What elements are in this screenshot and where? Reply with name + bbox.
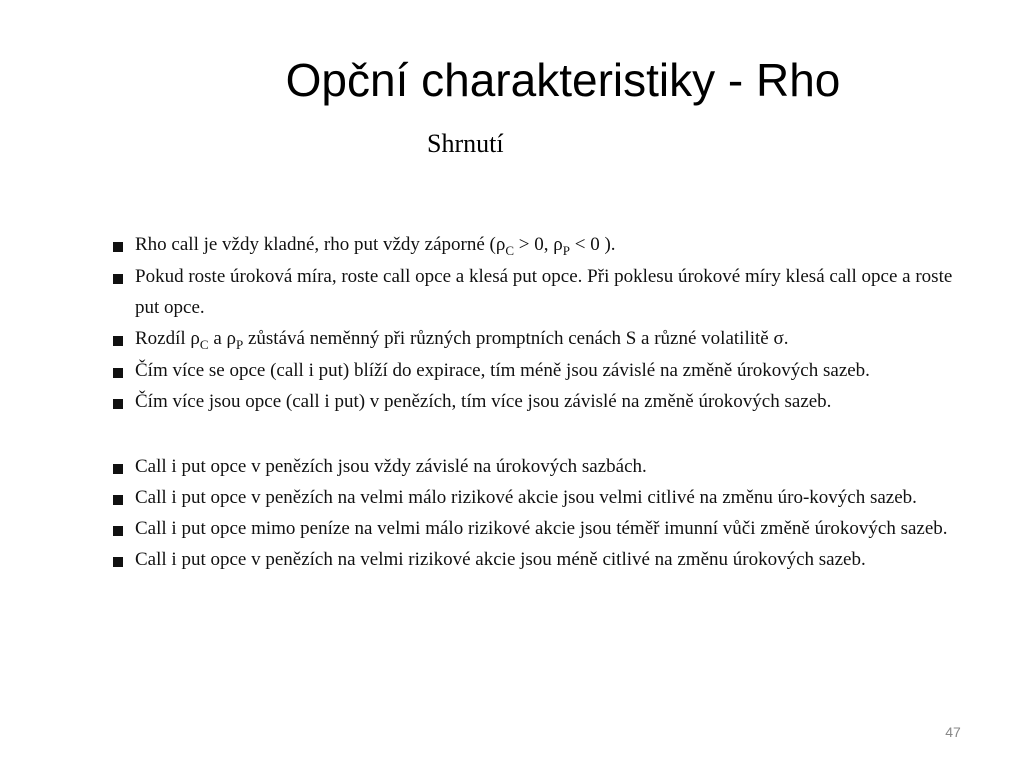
bullet-text: Rozdíl $\rho_C$ a $\rho_P$ zůstává neměnný při různých promptních cenách S a různé volatilitě σ. bbox=[135, 328, 789, 352]
square-bullet-icon bbox=[113, 274, 123, 284]
page-number: 47 bbox=[945, 724, 961, 740]
bullet-text: Call i put opce v penězích na velmi málo rizikové akcie jsou velmi citlivé na změnu úro-kových sazeb. bbox=[135, 487, 917, 508]
bullet-item bbox=[110, 323, 980, 355]
bullet-item bbox=[110, 544, 980, 575]
bullet-item bbox=[110, 355, 980, 386]
bullet-item bbox=[110, 513, 980, 544]
slide-title: Opční charakteristiky - Rho bbox=[285, 54, 841, 106]
square-bullet-icon bbox=[113, 557, 123, 567]
square-bullet-icon bbox=[113, 336, 123, 346]
square-bullet-icon bbox=[113, 368, 123, 378]
bullet-list-summary bbox=[110, 229, 980, 417]
bullet-item bbox=[110, 386, 980, 417]
bullet-text: Call i put opce v penězích jsou vždy závislé na úrokových sazbách. bbox=[135, 456, 647, 477]
bullet-text: Call i put opce v penězích na velmi rizikové akcie jsou méně citlivé na změnu úrokových sazeb. bbox=[135, 549, 866, 570]
bullet-item bbox=[110, 482, 980, 513]
bullet-text: Čím více jsou opce (call i put) v penězích, tím více jsou závislé na změně úrokových sazeb. bbox=[135, 391, 832, 412]
slide-subtitle: Shrnutí bbox=[427, 129, 504, 158]
bullet-text: Čím více se opce (call i put) blíží do expirace, tím méně jsou závislé na změně úrokových sazeb. bbox=[135, 360, 870, 381]
square-bullet-icon bbox=[113, 464, 123, 474]
bullet-item bbox=[110, 261, 980, 323]
square-bullet-icon bbox=[113, 526, 123, 536]
square-bullet-icon bbox=[113, 495, 123, 505]
square-bullet-icon bbox=[113, 399, 123, 409]
bullet-text: Call i put opce mimo peníze na velmi málo rizikové akcie jsou téměř imunní vůči změně úrokových sazeb. bbox=[135, 518, 948, 539]
square-bullet-icon bbox=[113, 242, 123, 252]
bullet-text: Pokud roste úroková míra, roste call opce a klesá put opce. Při poklesu úrokové míry klesá call opce a roste put opce. bbox=[135, 266, 953, 318]
bullet-list-money bbox=[110, 451, 980, 575]
bullet-text: Rho call je vždy kladné, rho put vždy záporné ($\rho_C > 0$, $\rho_P < 0$ ). bbox=[135, 234, 616, 258]
bullet-item bbox=[110, 229, 980, 261]
bullet-item bbox=[110, 451, 980, 482]
